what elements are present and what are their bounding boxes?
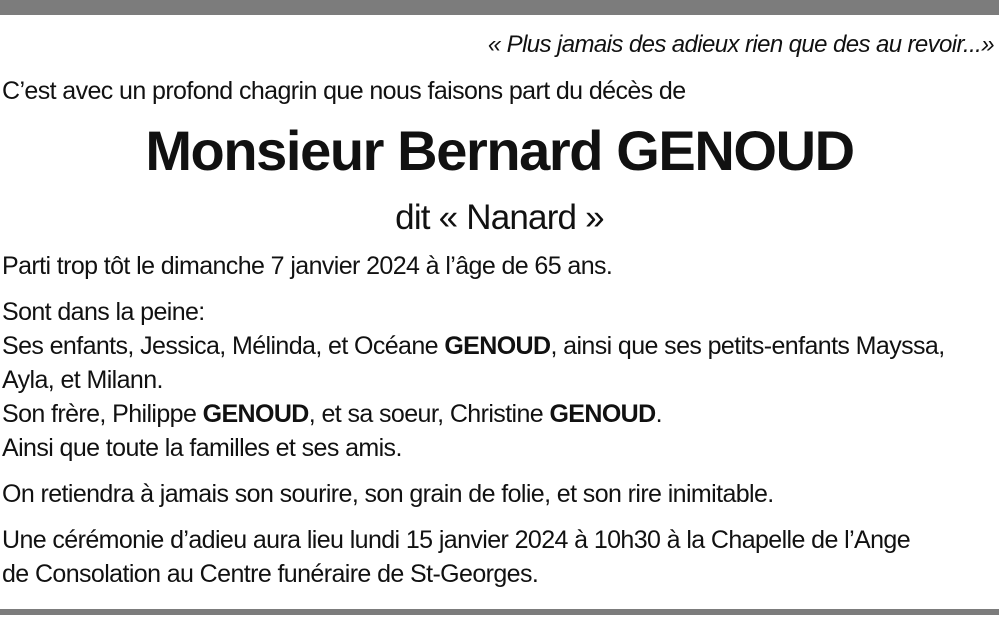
top-rule (0, 0, 999, 15)
bottom-rule (0, 609, 999, 615)
siblings-mid: , et sa soeur, Christine (308, 400, 550, 428)
sister-surname: GENOUD (549, 400, 656, 428)
siblings-post: . (655, 400, 662, 428)
siblings-line (2, 399, 662, 429)
ceremony-line-1: Une cérémonie d’adieu aura lieu lundi 15 janvier 2024 à 10h30 à la Chapelle de l’Ange (2, 526, 911, 554)
deceased-name: Monsieur Bernard GENOUD (145, 119, 854, 182)
grandchildren-line: Ayla, et Milann. (2, 366, 163, 394)
children-surname: GENOUD (444, 332, 551, 360)
children-post: , ainsi que ses petits-enfants Mayssa, (550, 332, 945, 360)
siblings-pre: Son frère, Philippe (2, 400, 203, 428)
nickname: dit « Nanard » (395, 198, 604, 237)
children-pre: Ses enfants, Jessica, Mélinda, et Océane (2, 332, 445, 360)
intro-text: C’est avec un profond chagrin que nous faisons part du décès de (2, 77, 686, 105)
ceremony-line-2: de Consolation au Centre funéraire de St-Georges. (2, 560, 539, 588)
departure-text: Parti trop tôt le dimanche 7 janvier 2024 à l’âge de 65 ans. (2, 252, 613, 280)
family-friends-line: Ainsi que toute la familles et ses amis. (2, 434, 402, 462)
brother-surname: GENOUD (202, 400, 309, 428)
memory-text: On retiendra à jamais son sourire, son grain de folie, et son rire inimitable. (2, 480, 774, 508)
children-line (2, 331, 945, 361)
header-quote: « Plus jamais des adieux rien que des au revoir...» (487, 31, 994, 58)
mourners-title: Sont dans la peine: (2, 298, 205, 326)
